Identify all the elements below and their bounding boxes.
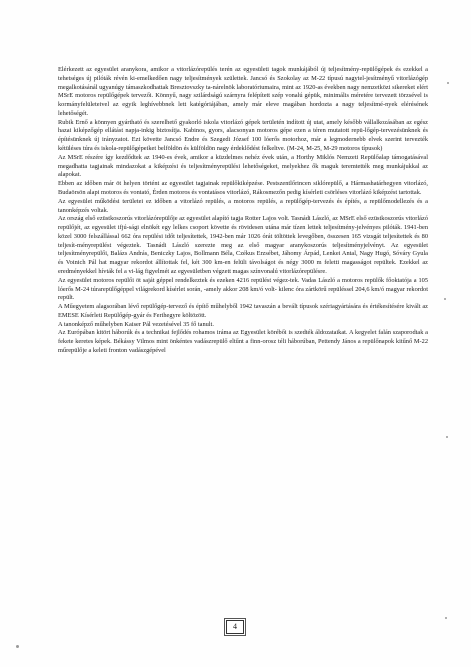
paragraph-3: Az MSrE részére így kezdődtek az 1940-es évek, amikor a küzdelmes nehéz évek után, a Horthy Miklós Nemzeti Repülőalap támogatásával megadhatta tagjainak mindazokat a kiképzési és teljesítményrepülési lehetőségeket, melyekhez ők maguk teremtették meg munkájukkal az alapokat.: [58, 153, 428, 179]
paragraph-1: Elérkezett az egyesület aranykora, amikor a vitorlázórepülés terén az egyesületi tagok munkájából új teljesítmény-repülőgépek és ezekkel a tehetséges új pilóták révén ki-emelkedően nagy teljesítmények születtek. Jancsó és Szokolay az M-22 típusú nagytel-jesítményű vitorlázógép megalkotásánál ugyanúgy támaszkodhattak Bresztovszky ta-nárelnök laboratóriumaira, mint az 1920-as években nagy nemzetközi sikereket elért MSrE motoros repülőgépek tervezői. Könnyű, nagy szilárdságú szárnyra felépített szép vonalú gépük, minimális méretére tervezett törzsével is kormányfelületeivel az egyik leghívebbnek lett katégóriájában, amely már eleve magában hordozta a nagy teljesítmé-nyek elérésének lehetőségét.: [58, 66, 428, 117]
paragraph-5: Az egyesület működési területei ez időben a vitorlázó repülés, a motoros repülés, a repülőgép-tervezés és építés, a repülőmodellezés és a tanonképzés voltak.: [58, 197, 428, 214]
paragraph-8: A Műegyetem alagsorában lévő repülőgép-tervező és építő műhelyből 1942 tavaszán a bevált típusok szériagyártására és értékesítésére kivált az EMESE Kísérleti Repülőgép-gyár és Ferihegyre költözött.: [58, 303, 428, 319]
paragraph-7: Az egyesület motoros repülői öt saját géppel rendelkeztek és ezeken 4216 repülést végez-tek. Vadas László a motoros repülők főoktatója a 105 lóerős M-24 túrarepülőgéppel világrekord kísérlet során, -amely akkor 208 km/ó volt- kilenc óra zártkörű repüléssel 204,6 km/ó magyar rekordot repült.: [58, 276, 428, 302]
scan-speck: [446, 436, 448, 438]
scan-speck: [16, 645, 19, 648]
scan-speck: [444, 298, 446, 300]
paragraph-2: Rubik Ernő a könnyen gyártható és szerelhető gyakorló iskola vitorlázó gépek területén indított új utat, amely később vállalkozásában az egész hazai kiképzőgép ellátást napja-inkig biztosítja. Kabinos, gyors, alacsonyan motoros gépe ezen a téren mutatott repü-lőgép-tervezésünknek és építésünknek új irányzatot. Ezt követte Jancsó Endre és Szegedi József 100 lóerős motorhoz, már a legmodernebb elvek szerint tervezték kétüléses túra és iskola-repülőgépeiket belföldön és külföldön nagy érdeklődést felkeltve. (M-24, M-25, M-29 motoros típusok): [58, 118, 428, 153]
page-number: 4: [226, 620, 244, 634]
scan-speck: [445, 617, 447, 619]
body-text: [58, 66, 428, 356]
paragraph-10: Az Európában kitört háborúk és a technikai fejlődés rohamos iráma az Egyesület körébői is szedték áldozataikat. A kegyelet falán szaporodtak a fekete keretes képek. Békássy Vilmos mint önkéntes vadászrepülő eltűnt a finn-orosz téli háborúban, Pettendy János a repülőnapok kitűnő M-22 műrepülője a keleti fronton vadászgépével: [58, 329, 428, 354]
paragraph-4: Ebben az időben már öt helyen történt az egyesület tagjainak repülőkiképzése. Pestszentlőrincen siklórepülő, a Hármashatárhegyen vitorlázó, Budaörsön alapi motoros és vontató, Érden motoros és vontatásos vitorlázó, Rákosmezőn pedig kísérleti csörléses vitorlázó kiképzést tartottak.: [58, 180, 428, 196]
paragraph-6: Az ország első ezüstkoszorús vitorlázórepülője az egyesület alapító tagja Rotter Lajos volt. Tasnádi László, az MSrE első ezüstkoszorús vitorlázó repülőjét, az egyesület ifjú-sági elnökét egy lelkes csoport követte és rövidesen utána már tízen lettek teljesítmény-jelvényes pilóták. 1941-ben közel 3000 felszállással 662 óra repülési időt teljesítettek, 1942-ben már 1026 órát töltöttek levegőben, összesen 165 vizsgát teljesítettek és 80 teljesít-ményrepülést végeztek. Tasnádi László szerezte meg az első magyar aranykoszorús teljesítményjelvényt. Az egyesület teljesítményrepülői, Balázs András, Beniczky Lajos, Bollmann Béla, Czékus Erzsébet, Jáhomy Árpád, Lenkei Antal, Nagy Hugó, Sóváry Gyula és Voinich Pál hat magyar rekordot állítottak fel, két 300 km-en felüli távolságot és négy 3000 m feletti magasságot repültek. Ezekkel az eredményekkel hívták fel a vi-lág figyelmét az egyesületben végzett magas színvonalú vitorlázórepülésre.: [58, 215, 428, 275]
paragraph-9: A tanonképző műhelyben Kaiser Pál vezetésével 35 fő tanult.: [58, 320, 214, 328]
scan-speck: [447, 82, 449, 84]
